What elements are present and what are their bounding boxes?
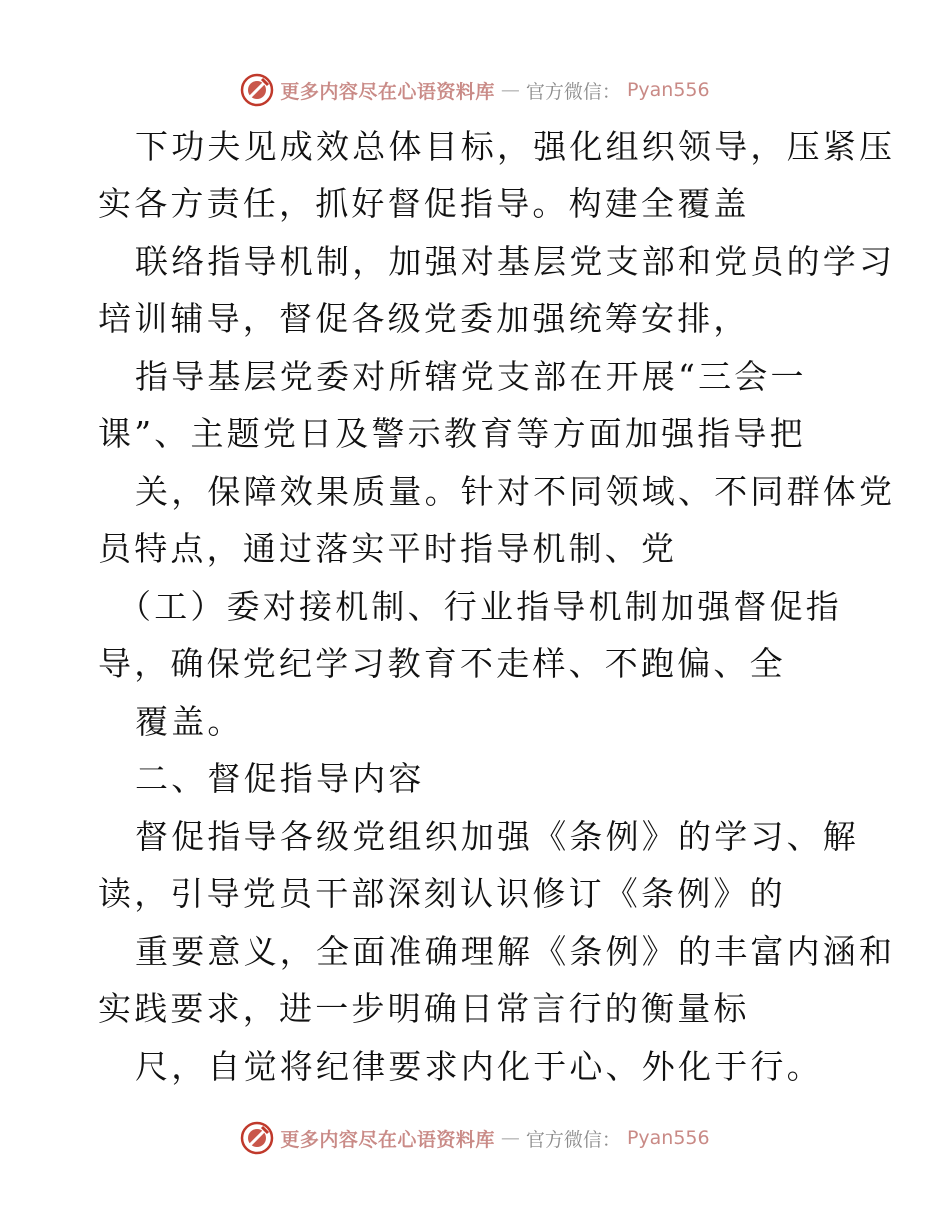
section-heading: 二、督促指导内容 <box>135 759 425 798</box>
footer-brand-text: 更多内容尽在心语资料库 <box>280 1128 495 1151</box>
body-line: 下功夫见成效总体目标，强化组织领导，压紧压 <box>135 127 896 166</box>
body-line: 实各方责任，抓好督促指导。构建全覆盖 <box>98 184 750 223</box>
brand-logo-icon <box>240 1121 274 1155</box>
header-wechat-id: Pyan556 <box>626 79 710 101</box>
footer-wechat-label: 官方微信： <box>525 1128 621 1151</box>
body-line: （工）委对接机制、行业指导机制加强督促指 <box>118 587 842 626</box>
body-line: 尺，自觉将纪律要求内化于心、外化于行。 <box>135 1047 823 1086</box>
header-wechat-label: 官方微信： <box>525 80 621 103</box>
brand-logo-icon <box>240 73 274 107</box>
body-line: 指导基层党委对所辖党支部在开展“三会一 <box>135 357 807 396</box>
body-line: 员特点，通过落实平时指导机制、党 <box>98 529 678 568</box>
footer-wechat-id: Pyan556 <box>626 1127 710 1149</box>
header-watermark <box>0 70 950 110</box>
footer-separator: — <box>500 1127 520 1149</box>
body-line: 覆盖。 <box>135 702 244 741</box>
body-line: 导，确保党纪学习教育不走样、不跑偏、全 <box>98 644 786 683</box>
body-line: 培训辅导，督促各级党委加强统筹安排， <box>98 299 750 338</box>
header-separator: — <box>500 79 520 101</box>
body-line: 督促指导各级党组织加强《条例》的学习、解 <box>135 817 859 856</box>
body-line: 读，引导党员干部深刻认识修订《条例》的 <box>98 874 786 913</box>
body-line: 实践要求，进一步明确日常言行的衡量标 <box>98 989 750 1028</box>
body-line: 课”、主题党日及警示教育等方面加强指导把 <box>98 414 806 453</box>
body-line: 关，保障效果质量。针对不同领域、不同群体党 <box>135 472 896 511</box>
body-line: 联络指导机制，加强对基层党支部和党员的学习 <box>135 242 896 281</box>
body-line: 重要意义，全面准确理解《条例》的丰富内涵和 <box>135 932 896 971</box>
footer-watermark <box>0 1118 950 1158</box>
header-brand-text: 更多内容尽在心语资料库 <box>280 80 495 103</box>
